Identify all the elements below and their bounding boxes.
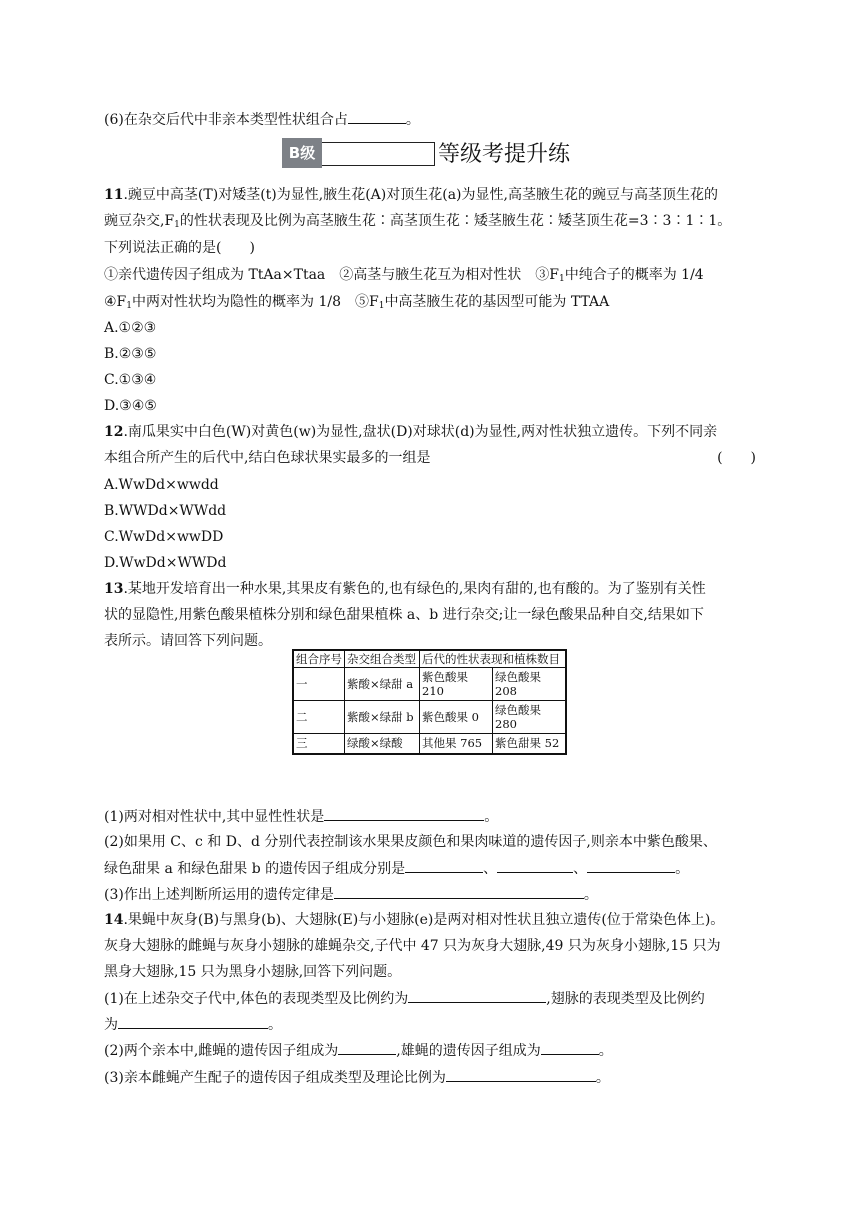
question-13-part-1: (1)两对相对性状中,其中显性性状是 。 — [104, 806, 498, 827]
option-11-a[interactable]: A.①②③ — [104, 320, 157, 336]
option-12-c[interactable]: C.WwDd×wwDD — [104, 529, 224, 545]
table-row: 二 紫酸×绿甜 b 紫色酸果 0 绿色酸果 280 — [293, 701, 566, 734]
table-header-row: 组合序号 杂交组合类型 后代的性状表现和植株数目 — [293, 650, 566, 668]
question-14-part-3: (3)亲本雌蝇产生配子的遗传因子组成类型及理论比例为 。 — [104, 1067, 610, 1088]
answer-blank[interactable] — [324, 806, 484, 821]
worksheet-page: (6)在杂交后代中非亲本类型性状组合占 。 B级 等级考提升练 11.豌豆中高茎(T)对矮茎(t)为显性,腋生花(A)对顶生花(a)为显性,高茎腋生花的豌豆与高茎顶生花的 豌豆杂交$,F_1$的性状表现及比例为高茎腋生花∶高茎顶生花∶矮茎腋生花∶矮茎顶生花=3∶3∶1∶1。 下列说法正确的是( ) ①亲代遗传因子组成为 TtAa×Ttaa ②高茎与腋生花互为相对性状 $③F_1$中纯合子的概率为 1/4 $④F_1$中两对性状均为隐性的概率为 1/8 $⑤F_1$中高茎腋生花的基因型可能为 TTAA A.①②③ B.②③⑤ C.①③④ D.③④⑤ 12.南瓜果实中白色(W)对黄色(w)为显性,盘状(D)对球状(d)为显性,两对性状独立遗传。下列不同亲 本组合所产生的后代中,结白色球状果实最多的一组是 ( ) A.WwDd×wwdd B.WWDd×WWdd C.WwDd×wwDD D.WwDd×WWDd 13.某地开发培育出一种水果,其果皮有紫色的,也有绿色的,果肉有甜的,也有酸的。为了鉴别有关性 状的显隐性,用紫色酸果植株分别和绿色甜果植株 a、b 进行杂交;让一绿色酸果品种自交,结果如下 表所示。请回答下列问题。 组合序号 杂交组合类型 后代的性状表现和植株数目 一 紫酸×绿甜 a 紫色酸果 210 绿色酸果 208 二 紫酸×绿甜 b 紫色酸果 0 绿色酸果 280 三 绿酸×绿酸 其他果 765 紫色甜果 52 (1)两对相对性状中,其中显性性状是 。 (2)如果用 C、c 和 D、d 分别代表控制该水果果皮颜色和果肉味道的遗传因子,则亲本中紫色酸果、 绿色甜果 a 和绿色甜果 b 的遗传因子组成分别是 、 、 。 (3)作出上述判断所运用的遗传定律是 。 14.果蝇中灰身(B)与黑身(b)、大翅脉(E)与小翅脉(e)是两对相对性状且独立遗传(位于常染色体上)。 灰身大翅脉的雌蝇与灰身小翅脉的雄蝇杂交,子代中 47 只为灰身大翅脉,49 只为灰身小翅脉,15 只为 黑身大翅脉,15 只为黑身小翅脉,回答下列问题。 (1)在上述杂交子代中,体色的表现类型及比例约为 ,翅脉的表现类型及比例约 为 。 (2)两个亲本中,雌蝇的遗传因子组成为 ,雄蝇的遗传因子组成为 。 (3)亲本雌蝇产生配子的遗传因子组成类型及理论比例为 。 — [0, 0, 860, 1216]
question-13-stem: 13.某地开发培育出一种水果,其果皮有紫色的,也有绿色的,果肉有甜的,也有酸的。为了鉴别有关性 — [104, 581, 706, 597]
question-13-part-3: (3)作出上述判断所运用的遗传定律是 。 — [104, 884, 598, 905]
option-11-c[interactable]: C.①③④ — [104, 372, 157, 388]
question-14-part-1: (1)在上述杂交子代中,体色的表现类型及比例约为 ,翅脉的表现类型及比例约 — [104, 988, 705, 1009]
table-row: 一 紫酸×绿甜 a 紫色酸果 210 绿色酸果 208 — [293, 668, 566, 701]
question-13-part-2: (2)如果用 C、c 和 D、d 分别代表控制该水果果皮颜色和果肉味道的遗传因子,则亲本中紫色酸果、 — [104, 834, 717, 850]
answer-blank[interactable] — [541, 1040, 599, 1055]
answer-blank[interactable] — [446, 1067, 596, 1082]
answer-blank[interactable] — [497, 858, 573, 873]
answer-blank[interactable] — [348, 109, 406, 124]
question-14-part-2: (2)两个亲本中,雌蝇的遗传因子组成为 ,雄蝇的遗传因子组成为 。 — [104, 1040, 613, 1061]
option-12-b[interactable]: B.WWDd×WWdd — [104, 503, 227, 519]
level-banner — [282, 138, 602, 170]
answer-blank[interactable] — [338, 1040, 396, 1055]
section-title: 等级考提升练 — [438, 142, 571, 167]
question-11-statements: ①亲代遗传因子组成为 TtAa×Ttaa ②高茎与腋生花互为相对性状 $③F_1$中纯合子的概率为 1/4 — [104, 267, 704, 284]
cross-results-table — [292, 649, 567, 755]
level-badge: B级 — [282, 138, 322, 168]
table-row: 三 绿酸×绿酸 其他果 765 紫色甜果 52 — [293, 734, 566, 754]
answer-blank[interactable] — [118, 1014, 268, 1029]
question-11-stem: 11.豌豆中高茎(T)对矮茎(t)为显性,腋生花(A)对顶生花(a)为显性,高茎腋生花的豌豆与高茎顶生花的 — [104, 187, 718, 203]
option-11-b[interactable]: B.②③⑤ — [104, 346, 157, 362]
answer-blank[interactable] — [405, 858, 483, 873]
answer-blank[interactable] — [334, 884, 584, 899]
answer-blank[interactable] — [408, 988, 546, 1003]
answer-blank[interactable] — [587, 858, 675, 873]
question-12-stem: 12.南瓜果实中白色(W)对黄色(w)为显性,盘状(D)对球状(d)为显性,两对性状独立遗传。下列不同亲 — [104, 424, 718, 440]
question-6: (6)在杂交后代中非亲本类型性状组合占 。 — [104, 109, 420, 130]
option-12-a[interactable]: A.WwDd×wwdd — [104, 477, 219, 493]
question-14-stem: 14.果蝇中灰身(B)与黑身(b)、大翅脉(E)与小翅脉(e)是两对相对性状且独立遗传(位于常染色体上)。 — [104, 912, 725, 928]
option-12-d[interactable]: D.WwDd×WWDd — [104, 555, 227, 571]
option-11-d[interactable]: D.③④⑤ — [104, 398, 157, 414]
